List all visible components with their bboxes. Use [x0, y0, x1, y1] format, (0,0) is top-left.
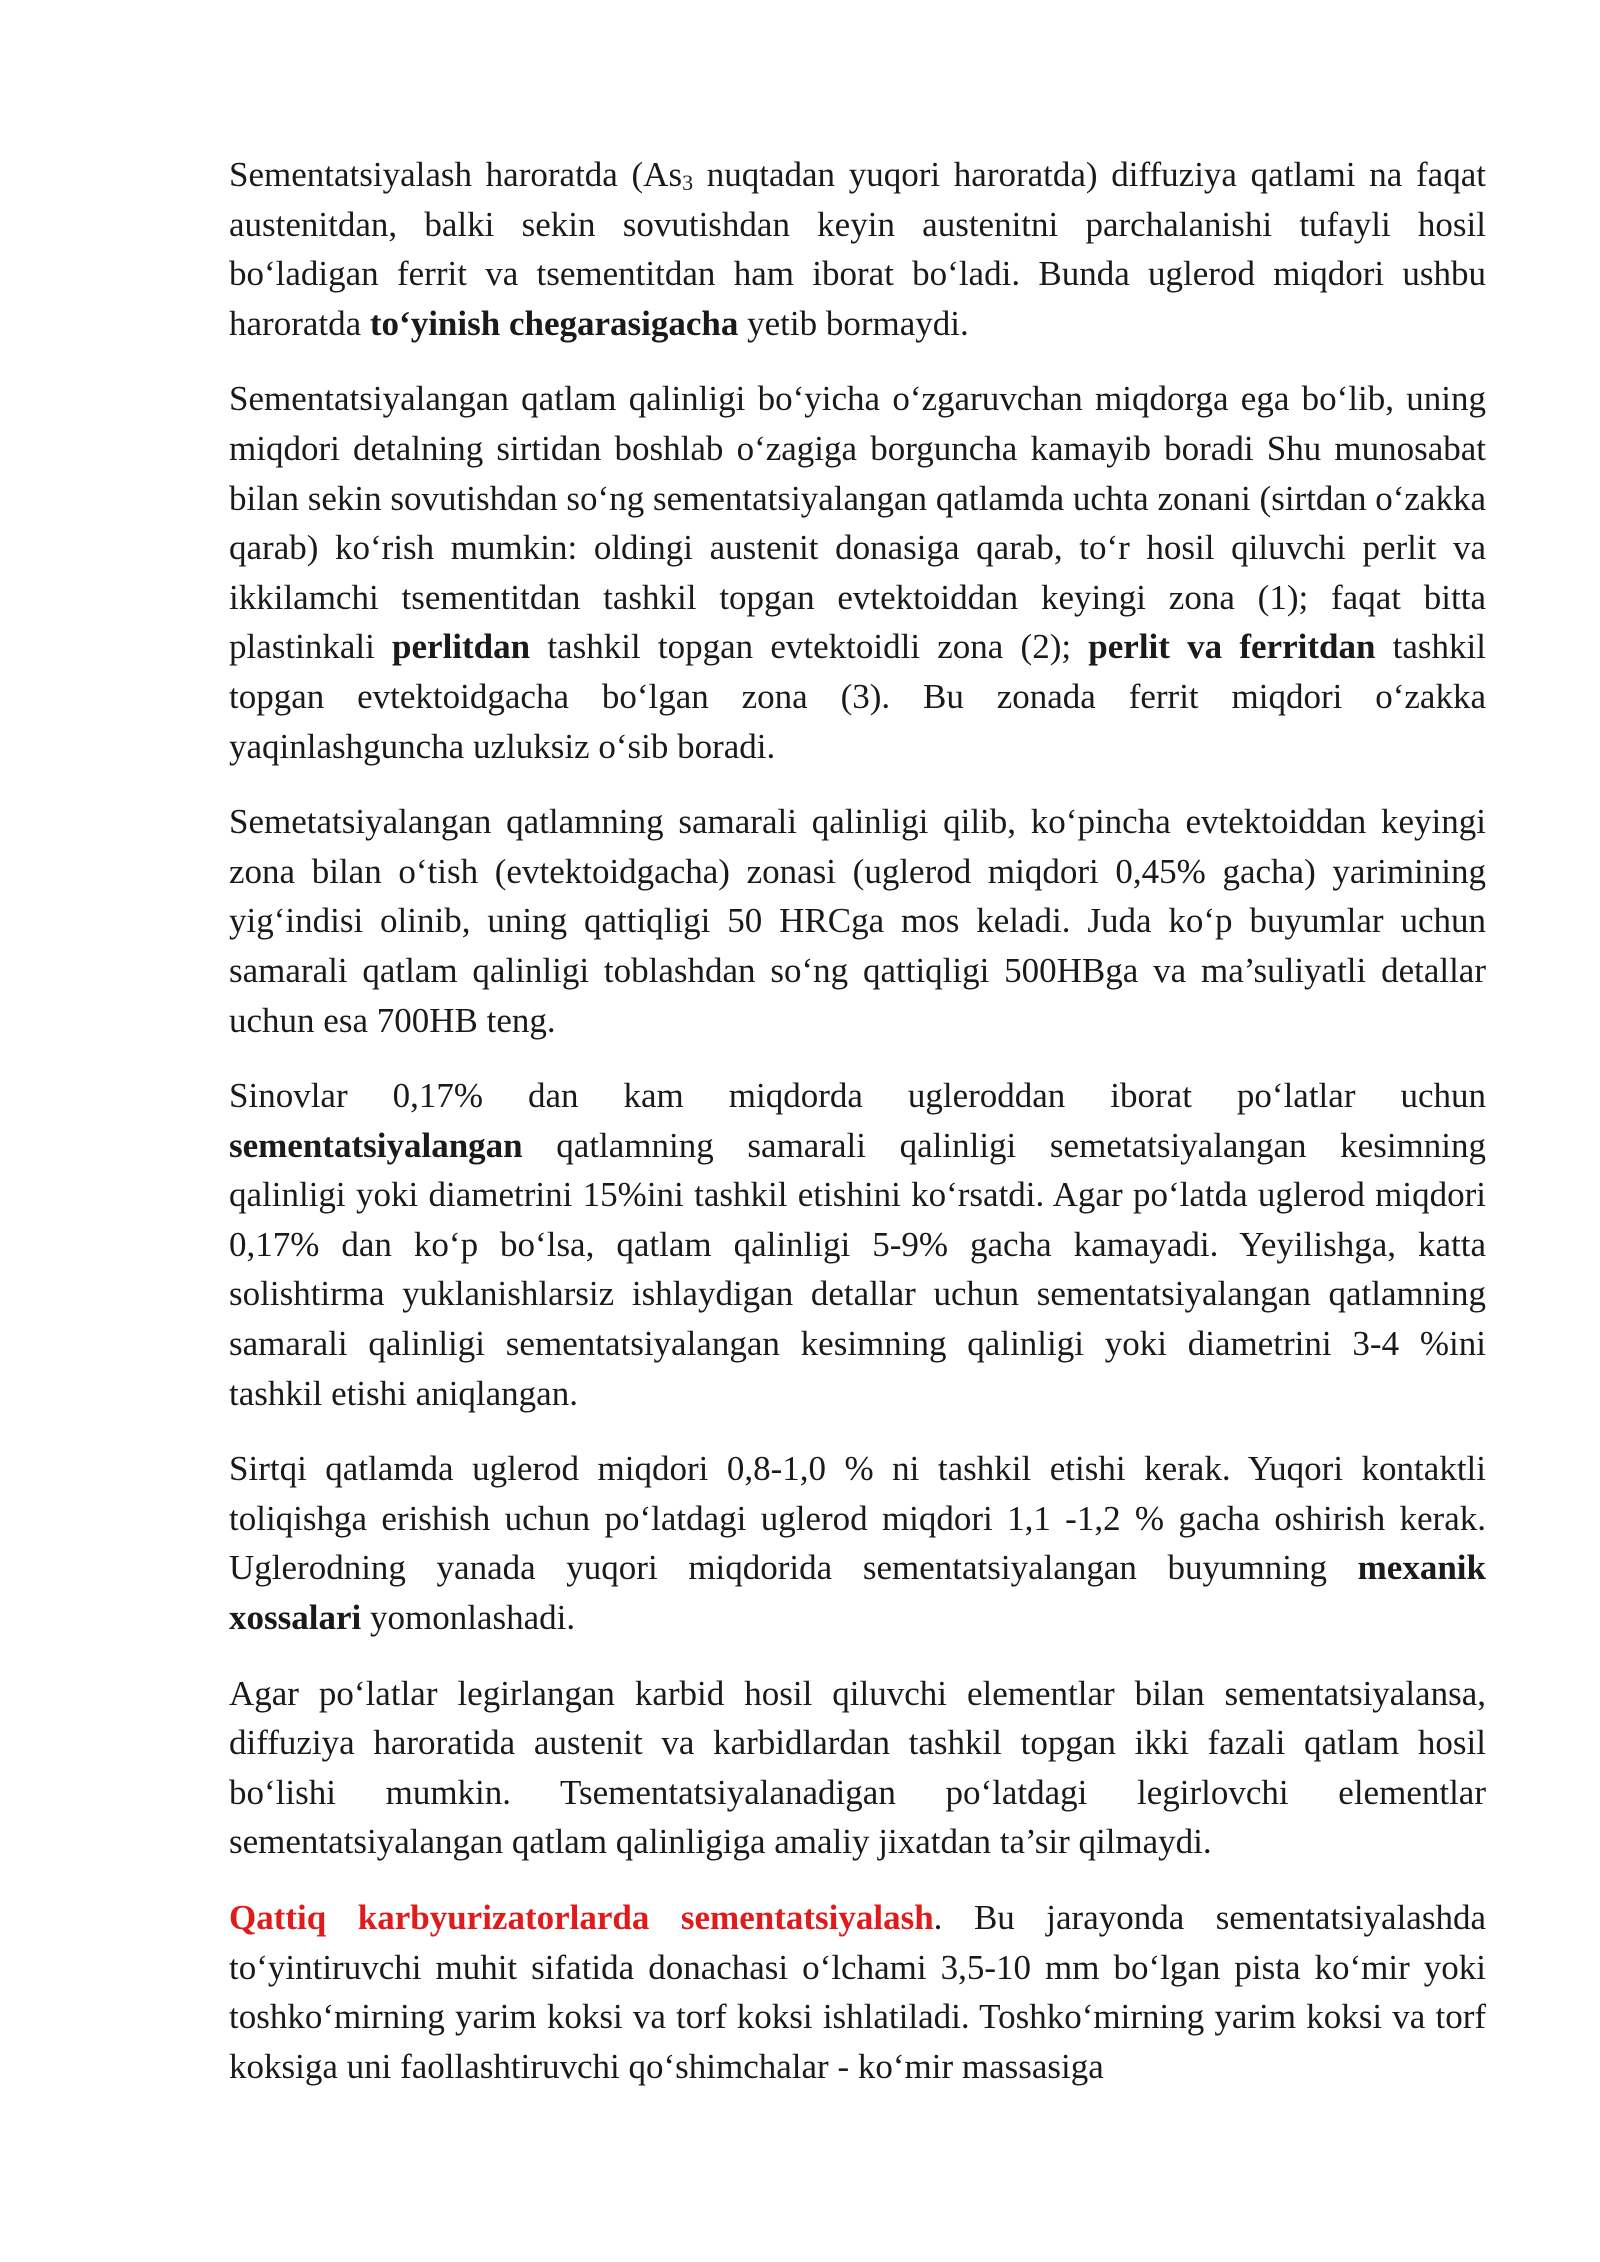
subscript: 3	[682, 170, 694, 195]
text-run: yetib bormaydi.	[738, 303, 969, 343]
text-run: qatlamning samarali qalinligi semetatsiyalangan kesimning qalinligi yoki diametrini 15%ini tashkil etishini ko‘rsatdi. Agar po‘latda uglerod miqdori 0,17% dan ko‘p bo‘lsa, qatlam qalinligi 5-9% gacha kamayadi. Yeyilishga, katta solishtirma yuklanishlarsiz ishlaydigan detallar uchun sementatsiyalangan qatlamning samarali qalinligi sementatsiyalangan kesimning qalinligi yoki diametrini 3-4 %ini tashkil etishi aniqlangan.	[229, 1125, 1486, 1413]
text-run: . Bu jarayonda sementatsiyalashda to‘yintiruvchi muhit sifatida donachasi o‘lchami 3,5-10 mm bo‘lgan pista ko‘mir yoki toshko‘mirning yarim koksi va torf koksi ishlatiladi. Toshko‘mirning yarim koksi va torf koksiga uni faollashtiruvchi qo‘shimchalar - ko‘mir massasiga	[229, 1898, 1486, 2086]
paragraph-6	[229, 1669, 1486, 1867]
bold-term: sementatsiyalangan	[229, 1125, 523, 1165]
bold-term: to‘yinish chegarasigacha	[369, 303, 739, 343]
paragraph-7	[229, 1893, 1486, 2091]
bold-term: perlitdan	[392, 627, 531, 667]
paragraph-4	[229, 1071, 1486, 1418]
text-run: Sementatsiyalash haroratda (As	[229, 155, 683, 194]
text-run: Agar po‘latlar legirlangan karbid hosil qiluvchi elementlar bilan sementatsiyalansa, diffuziya haroratida austenit va karbidlardan tashkil topgan ikki fazali qatlam hosil bo‘lishi mumkin. Tsementatsiyalanadigan po‘latdagi legirlovchi elementlar sementatsiyalangan qatlam qalinligiga amaliy jixatdan ta’sir qilmaydi.	[229, 1673, 1486, 1862]
document-page	[229, 150, 1486, 2117]
text-run: Semetatsiyalangan qatlamning samarali qalinligi qilib, ko‘pincha evtektoiddan keyingi zona bilan o‘tish (evtektoidgacha) zonasi (uglerod miqdori 0,45% gacha) yarimining yig‘indisi olinib, uning qattiqligi 50 HRCga mos keladi. Juda ko‘p buyumlar uchun samarali qatlam qalinligi toblashdan so‘ng qattiqligi 500HBga va ma’suliyatli detallar uchun esa 700HB teng.	[229, 802, 1486, 1040]
text-run: Sirtqi qatlamda uglerod miqdori 0,8-1,0 % ni tashkil etishi kerak. Yuqori kontaktli toliqishga erishish uchun po‘latdagi uglerod miqdori 1,1 -1,2 % gacha oshirish kerak. Uglerodning yanada yuqori miqdorida sementatsiyalangan buyumning	[229, 1449, 1486, 1588]
paragraph-1	[229, 150, 1486, 348]
text-run: Sementatsiyalangan qatlam qalinligi bo‘yicha o‘zgaruvchan miqdorga ega bo‘lib, uning miqdori detalning sirtidan boshlab o‘zagiga borguncha kamayib boradi Shu munosabat bilan sekin sovutishdan so‘ng sementatsiyalangan qatlamda uchta zonani (sirtdan o‘zakka qarab) ko‘rish mumkin: oldingi austenit donasiga qarab, to‘r hosil qiluvchi perlit va ikkilamchi tsementitdan tashkil topgan evtektoiddan keyingi zona (1); faqat bitta plastinkali	[229, 379, 1486, 667]
text-run: tashkil topgan evtektoidgacha bo‘lgan zona (3). Bu zonada ferrit miqdori o‘zakka yaqinlashguncha uzluksiz o‘sib boradi.	[229, 627, 1486, 766]
paragraph-5	[229, 1444, 1486, 1642]
text-run: yomonlashadi.	[361, 1598, 576, 1638]
bold-term: mexanik xossalari	[229, 1548, 1486, 1638]
text-run: Sinovlar 0,17% dan kam miqdorda ugleroddan iborat po‘latlar uchun	[229, 1076, 1486, 1116]
section-heading-red: Qattiq karbyurizatorlarda sementatsiyalash	[229, 1898, 934, 1937]
text-run: nuqtadan yuqori haroratda) diffuziya qatlami na faqat austenitdan, balki sekin sovutishdan keyin austenitni parchalanishi tufayli hosil bo‘ladigan ferrit va tsementitdan ham iborat bo‘ladi. Bunda uglerod miqdori ushbu haroratda	[229, 155, 1486, 343]
bold-term: perlit va ferritdan	[1088, 627, 1376, 667]
paragraph-3	[229, 797, 1486, 1045]
paragraph-2	[229, 374, 1486, 771]
text-run: tashkil topgan evtektoidli zona (2);	[530, 627, 1089, 667]
